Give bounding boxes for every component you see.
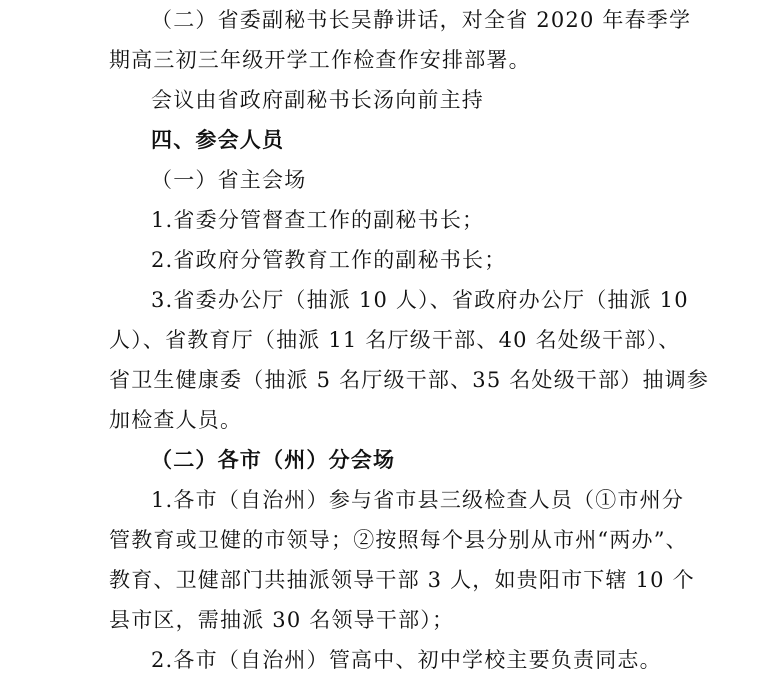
list-item-3-line-4	[109, 405, 669, 435]
section-heading-attendees	[151, 125, 711, 155]
list-item-1	[151, 205, 711, 235]
text-line: 期高三初三年级开学工作检查作安排部署。	[109, 48, 531, 72]
subsection-heading-city-venues	[151, 445, 711, 475]
city-item-1-line-3	[109, 565, 695, 595]
text-line: 2.省政府分管教育工作的副秘书长；	[151, 248, 507, 272]
heading-text: （一）省主会场	[151, 168, 307, 192]
text-line: 加检查人员。	[109, 408, 243, 432]
heading-text: （二）各市（州）分会场	[151, 447, 396, 472]
list-item-2	[151, 245, 711, 275]
city-item-1-line-4	[109, 605, 669, 635]
text-line: 省卫生健康委（抽派 5 名厅级干部、35 名处级干部）抽调参	[109, 368, 710, 392]
text-line: 县市区，需抽派 30 名领导干部）；	[109, 608, 455, 632]
text-line: 管教育或卫健的市领导；②按照每个县分别从市州“两办”、	[109, 528, 688, 552]
text-line: （二）省委副秘书长吴静讲话，对全省 2020 年春季学	[151, 8, 692, 32]
paragraph-host	[151, 85, 711, 115]
subsection-heading-main-venue	[151, 165, 711, 195]
list-item-3-line-1	[151, 285, 711, 315]
list-item-3-line-2	[109, 325, 681, 355]
paragraph-speech-line-2	[109, 45, 669, 75]
city-item-2	[151, 645, 711, 675]
heading-text: 四、参会人员	[151, 127, 285, 152]
city-item-1-line-1	[151, 485, 711, 515]
text-line: 2.各市（自治州）管高中、初中学校主要负责同志。	[151, 648, 662, 672]
text-line: 人）、省教育厅（抽派 11 名厅级干部、40 名处级干部）、	[109, 328, 681, 352]
list-item-3-line-3	[109, 365, 710, 395]
city-item-1-line-2	[109, 525, 688, 555]
text-line: 1.省委分管督查工作的副秘书长；	[151, 208, 485, 232]
text-line: 3.省委办公厅（抽派 10 人）、省政府办公厅（抽派 10	[151, 288, 689, 312]
text-line: 会议由省政府副秘书长汤向前主持	[151, 88, 484, 112]
text-line: 1.各市（自治州）参与省市县三级检查人员（①市州分	[151, 488, 685, 512]
text-line: 教育、卫健部门共抽派领导干部 3 人，如贵阳市下辖 10 个	[109, 568, 695, 592]
paragraph-speech-line-1	[151, 5, 711, 35]
